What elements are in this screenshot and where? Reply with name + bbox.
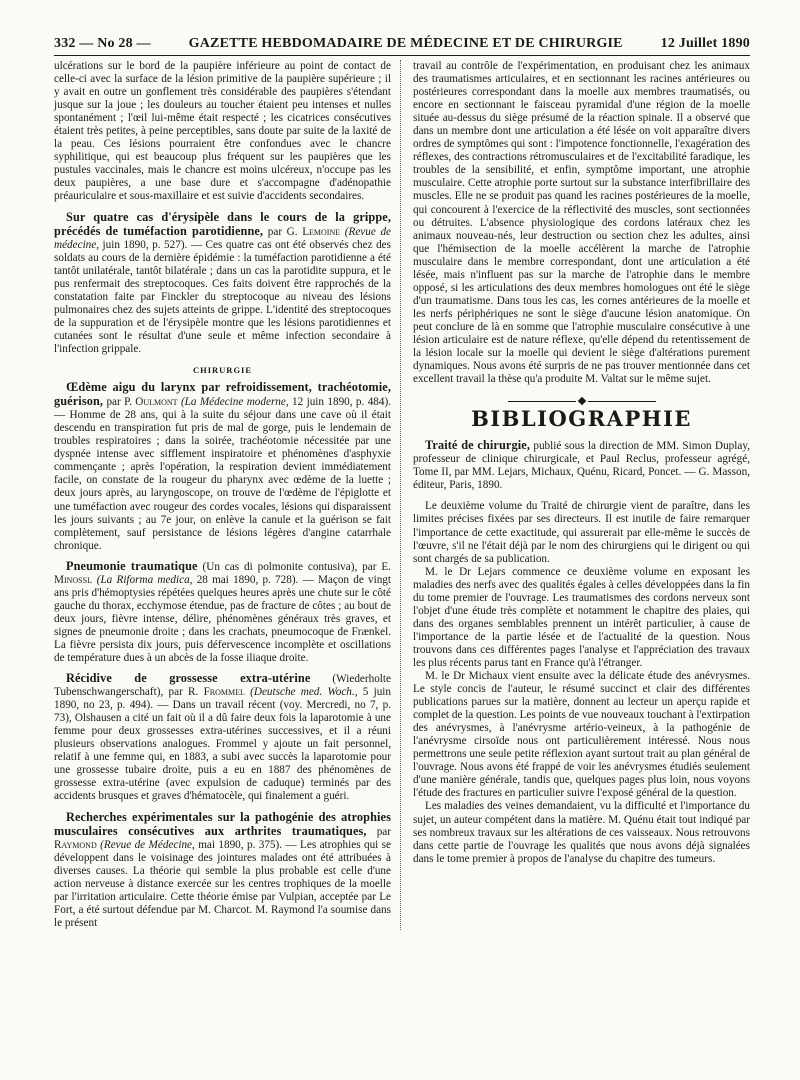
review-paragraph: Les maladies des veines demandaient, vu la difficulté et l'importance du sujet, un auteur compétent dans la matière. M. Quénu était tout indiqué par ses nombreux travaux sur les altérations de ces vaisseaux. Nous retrouvons dans cette partie de l'ouvrage les qualités que nous avons déjà signalées dans le tome premier à propos de l'analyse du chapitre des tumeurs. [413,800,750,865]
continued-paragraph: travail au contrôle de l'expérimentation, en produisant chez les animaux des traumatismes articulaires, et en sectionnant les racines antérieures ou postérieures correspondant dans la moelle aux membres traumatisés, ou encore en sectionnant le faisceau pyramidal d'une région de la moelle située au-dessus du siège présumé de la réaction spinale. Il a observé que dans un membre dont une articulation a été lésée on voit apparaître divers ordres de symptômes qui sont : l'impotence fonctionnelle, l'exagération des réflexes, des contractions rétromusculaires et de l'excitabilité faradique, les troubles de la sensibilité, et enfin, symptôme important, une atrophie musculaire. Cette atrophie porte surtout sur la substance interfibrillaire des muscles. Elle ne se produit pas quand les racines postérieures de la moelle, qui concourent à l'exercice de la réflectivité des muscles, sont sectionnées ou détruites. L'absence physiologique des cordons latéraux chez les animaux nouveau-nés, leur destruction ou section chez les adultes, ainsi que l'hémisection de la moelle accélèrent la marche de l'atrophie musculaire dans le membre correspondant, dont une articulation a été lésée, mais n'influent pas sur la marche de l'atrophie dans le membre opposé, si les articulations des deux membres homologues ont été le siège d'un traumatisme. Dans tous les cas, les cornes antérieures de la moelle et les nerfs périphériques ne sont le siège d'aucune lésion anatomique. On peut conclure de là en somme que l'atrophie musculaire consécutive à une lésion articulaire est de nature réflexe, qu'elle dépend du retentissement de la lésion locale sur la moelle qui devient le siège d'altérations purement dynamiques. Nous avons été surpris de ne pas trouver mentionnée dans cet excellent travail la thèse qu'a produite M. Valtat sur le même sujet. [413,60,750,386]
page-number: 332 — No 28 — [54,36,151,51]
review-paragraph: M. le Dr Lejars commence ce deuxième volume en exposant les maladies des nerfs avec des qualités égales à celles développées dans la fin du tome premier de l'ouvrage. Les traumatismes des cordons nerveux sont l'objet d'une étude très complète et notamment le chapitre des plaies, qui dans des organes semblables prennent un intérêt particulier, à cause de l'importance de la partie lésée et de l'actualité de la question. Nous trouvons dans ces différentes pages l'analyse et l'appréciation des travaux les plus récents parus tant en France qu'à l'étranger. [413,565,750,669]
right-column [413,60,750,930]
abstract-title: Recherches expérimentales sur la pathogénie des atrophies musculaires consécutives aux arthrites traumatiques, [54,809,391,838]
abstract-oedeme: Œdème aigu du larynx par refroidissement, trachéotomie, guérison, par P. Oulmont (La Médecine moderne, 12 juin 1890, p. 484). — Homme de 28 ans, qui à la suite du séjour dans une cave où il était descendu en transpiration fut pris de mal de gorge, puis le lendemain de troubles respiratoires ; dans la soirée, trachéotomie nécessitée par une dyspnée intense avec sifflement inspiratoire et phénomènes d'asphyxie commençante ; après l'opération, la respiration devient immédiatement facile, on constate de la rougeur du pharynx avec œdème de la luette ; deux jours après, au laryngoscope, on trouve de l'œdème de l'épiglotte et une tuméfaction avec rougeur des cordes vocales, lésions qui disparaissent les jours suivants ; au 7e jour, on enlève la canule et la guérison se fait complètement, sauf persistance de lésions légères d'angine catarrhale chronique. [54,380,391,552]
article-columns [54,60,750,930]
abstract-body: 12 juin 1890, p. 484). — Homme de 28 ans, qui à la suite du séjour dans une cave où il était descendu en transpiration fut pris de mal de gorge, puis le lendemain de troubles respiratoires ; dans la soirée, trachéotomie nécessitée par une dyspnée intense avec sifflement inspiratoire et phénomènes d'asphyxie commençante ; après l'opération, la respiration devient immédiatement facile, on constate de la rougeur du pharynx avec œdème de la luette ; deux jours après, au laryngoscope, on trouve de l'œdème de l'épiglotte et une tuméfaction avec rougeur des cordes vocales, lésions qui disparaissent les jours suivants ; au 7e jour, on enlève la canule et la guérison se fait complètement, sauf persistance de lésions légères d'angine catarrhale chronique. [54,396,391,552]
source-journal: (La Médecine moderne, [177,396,289,409]
left-column [54,60,401,930]
abstract-title: Œdème aigu du larynx par refroidissement, trachéotomie, guérison, [54,380,391,409]
abstract-title: Récidive de grossesse extra-utérine [66,671,311,686]
abstract-body: juin 1890, p. 527). — Ces quatre cas ont été observés chez des soldats au cours de la dernière épidémie : la tuméfaction parotidienne a été tantôt unilatérale, tantôt bilatérale ; dans un cas la parotidite suppura, et le pus renfermait des streptocoques. Ces faits doivent être rapprochés de la constatation faite par Finckler du streptocoque au niveau des lésions pulmonaires chez des sujets atteints de grippe. L'identité des streptocoques de la suppuration et de l'érysipèle montre que les lésions parotidiennes et cutanées sont le résultat d'une seule et même infection secondaire à l'infection grippale. [54,238,391,355]
book-publication: publié sous la direction de MM. Simon Duplay, professeur de clinique chirurgicale, et Paul Reclus, professeur agrégé, Tome II, par MM. Lejars, Michaux, Quénu, Ricard, Poncet. — G. Masson, éditeur, Paris, 1890. [413,440,750,492]
abstract-grossesse: Récidive de grossesse extra-utérine (Wiederholte Tubenschwangerschaft), par R. Frommel (Deutsche med. Woch., 5 juin 1890, no 23, p. 494). — Dans un travail récent (voy. Mercredi, no 7, p. 73), Olshausen a cité un fait où il a dû faire deux fois la laparotomie à une femme pour deux grossesses extra-utérines successives, et il a réuni plusieurs observations analogues. Frommel y ajoute un fait personnel, relatif à une femme qui, en 1883, a subi avec succès la laparotomie pour une grossesse tubaire droite, puis a eu en 1887 des phénomènes de grossesse extra-utérine (avec expulsion de caduque) terminés par des accidents brusques et graves d'hématocèle, qui finalement a guéri. [54,671,392,803]
abstract-atrophies: Recherches expérimentales sur la pathogénie des atrophies musculaires consécutives aux arthrites traumatiques, par Raymond (Revue de Médecine, mai 1890, p. 375). — Les atrophies qui se développent dans le voisinage des jointures malades ont été attribuées à diverses causes. La théorie qui semble la plus probable est celle d'une action nerveuse à distance exercée sur les centres trophiques de la moelle par l'irritation articulaire. Cette théorie émise par Vulpian, acceptée par Le Fort, a été surtout défendue par M. Charcot. M. Raymond l'a soumise dans le présent [54,809,391,929]
book-title: Traité de chirurgie, [425,438,530,453]
diamond-ornament-icon [577,397,585,405]
source-journal: (Revue de Médecine, [96,838,195,851]
author-name: Minossi [54,573,90,586]
abstract-body: 28 mai 1890, p. 728). — Maçon de vingt ans pris d'hémoptysies répétées quelques heures après une chute sur le côté gauche du thorax, ecchymose étendue, pas de fracture de côtes ; au bout de deux jours, fièvre intense, délire, phénomènes généraux très graves, et signes de pneumonie droite ; dans les crachats, pneumocoque de Frænkel. La fièvre persista dix jours, puis défervescence incomplète et oscillations de température dues à un abcès de la fosse iliaque droite. [54,573,391,665]
page-header [54,36,750,56]
author-name: Frommel [203,686,245,699]
book-citation [413,439,750,492]
source-journal: (Revue de médecine, [54,225,392,251]
abstract-title: Sur quatre cas d'érysipèle dans le cours de la grippe, précédés de tuméfaction parotidienne, [54,209,391,238]
abstract-body: 5 juin 1890, no 23, p. 494). — Dans un travail récent (voy. Mercredi, no 7, p. 73), Olshausen a cité un fait où il a dû faire deux fois la laparotomie à une femme pour deux grossesses extra-utérines successives, et il a réuni plusieurs observations analogues. Frommel y ajoute un fait personnel, relatif à une femme qui, en 1883, a subi avec succès la laparotomie pour une grossesse tubaire droite, puis a eu en 1887 des phénomènes de grossesse extra-utérine (avec expulsion de caduque) terminés par des accidents brusques et graves d'hématocèle, qui finalement a guéri. [54,686,392,803]
source-journal: (Deutsche med. Woch., [244,686,358,699]
review-paragraph: Le deuxième volume du Traité de chirurgie vient de paraître, dans les limites précises fixées par ses directeurs. Il est inutile de faire remarquer l'importance de cette exactitude, qui assurerait par elle-même le succès de l'œuvre, s'il ne l'était déjà par le nom des chirurgiens qui le dirigent ou qui sont chargés de sa publication. [413,500,750,565]
issue-date: 12 Juillet 1890 [660,36,750,51]
abstract-pneumonie: Pneumonie traumatique (Un cas di polmonite contusiva), par E. Minossi. (La Riforma medica, 28 mai 1890, p. 728). — Maçon de vingt ans pris d'hémoptysies répétées quelques heures après une chute sur le côté gauche du thorax, ecchymose étendue, pas de fracture de côtes ; au bout de deux jours, fièvre intense, délire, phénomènes généraux très graves, et signes de pneumonie droite ; dans les crachats, pneumocoque de Frænkel. La fièvre persista dix jours, puis défervescence incomplète et oscillations de température dues à un abcès de la fosse iliaque droite. [54,558,391,665]
source-journal: . (La Riforma medica, [89,573,193,586]
review-paragraph: M. le Dr Michaux vient ensuite avec la délicate étude des anévrysmes. Le style concis de l'auteur, le résumé succinct et clair des différentes publications parues sur la matière, donnent au lecteur un aperçu rapide et complet de la question. Les points de vue nouveaux touchant à l'extirpation des anévrysmes, à l'anévrysme artério-veineux, à la pathogénie de l'anévrysme cirsoïde nous ont particulièrement intéressé. Nous nous permettrons une seule petite réflexion ayant surtout trait au plan général de l'ouvrage. Nous avons été frappé de voir les anévrysmes étudiés seulement d'une manière générale, tandis que, quelques pages plus loin, nous voyons l'étude des fractures en particulier suivre l'exposé général de la question. [413,670,750,800]
abstract-erysipele: Sur quatre cas d'érysipèle dans le cours de la grippe, précédés de tuméfaction parotidienne, par G. Lemoine (Revue de médecine, juin 1890, p. 527). — Ces quatre cas ont été observés chez des soldats au cours de la dernière épidémie : la tuméfaction parotidienne a été tantôt unilatérale, tantôt bilatérale ; dans un cas la parotidite suppura, et le pus renfermait des streptocoques. Ces faits doivent être rapprochés de la constatation faite par Finckler du streptocoque au niveau des lésions pulmonaires chez des sujets atteints de grippe. L'identité des streptocoques de la suppuration et de l'érysipèle montre que les lésions parotidiennes et cutanées sont le résultat d'une seule et même infection secondaire à l'infection grippale. [54,209,392,355]
author-name: Lemoine [302,225,341,238]
author-name: Raymond [54,838,97,851]
abstract-body: mai 1890, p. 375). — Les atrophies qui se développent dans le voisinage des jointures malades ont été attribuées à diverses causes. La théorie qui semble la plus probable est celle d'une action nerveuse à distance exercée sur les centres trophiques de la moelle par l'irritation articulaire. Cette théorie émise par Vulpian, acceptée par Le Fort, a été surtout défendue par M. Charcot. M. Raymond l'a soumise dans le présent [54,838,391,929]
journal-title: GAZETTE HEBDOMADAIRE DE MÉDECINE ET DE CHIRURGIE [188,36,623,51]
continued-paragraph: ulcérations sur le bord de la paupière inférieure au point de contact de celle-ci avec la surface de la lésion primitive de la paupière supérieure ; il y avait en outre un gonflement très considérable des paupières s'étendant jusque sur la joue ; les douleurs au toucher étaient peu intenses et nulles spontanément ; l'œil lui-même était respecté ; les cicatrices consécutives étaient très petites, à peine perceptibles, sans doute par suite de la laxité de la peau. Ces lésions pourraient être confondues avec le chancre syphilitique, qui est beaucoup plus fréquent sur les paupières que les pustules vaccinales, mais le chancre est moins ulcéreux, n'occupe pas les deux paupières, a une base dure et s'accompagne d'adénopathie préauriculaire et sous-maxillaire et est suivie d'accidents secondaires. [54,60,391,203]
author-name: Oulmont [135,396,178,409]
section-label-chirurgie: CHIRURGIE [192,365,253,376]
section-heading-bibliographie: BIBLIOGRAPHIE [471,406,692,432]
section-divider [413,398,750,404]
abstract-title: Pneumonie traumatique [66,558,198,573]
